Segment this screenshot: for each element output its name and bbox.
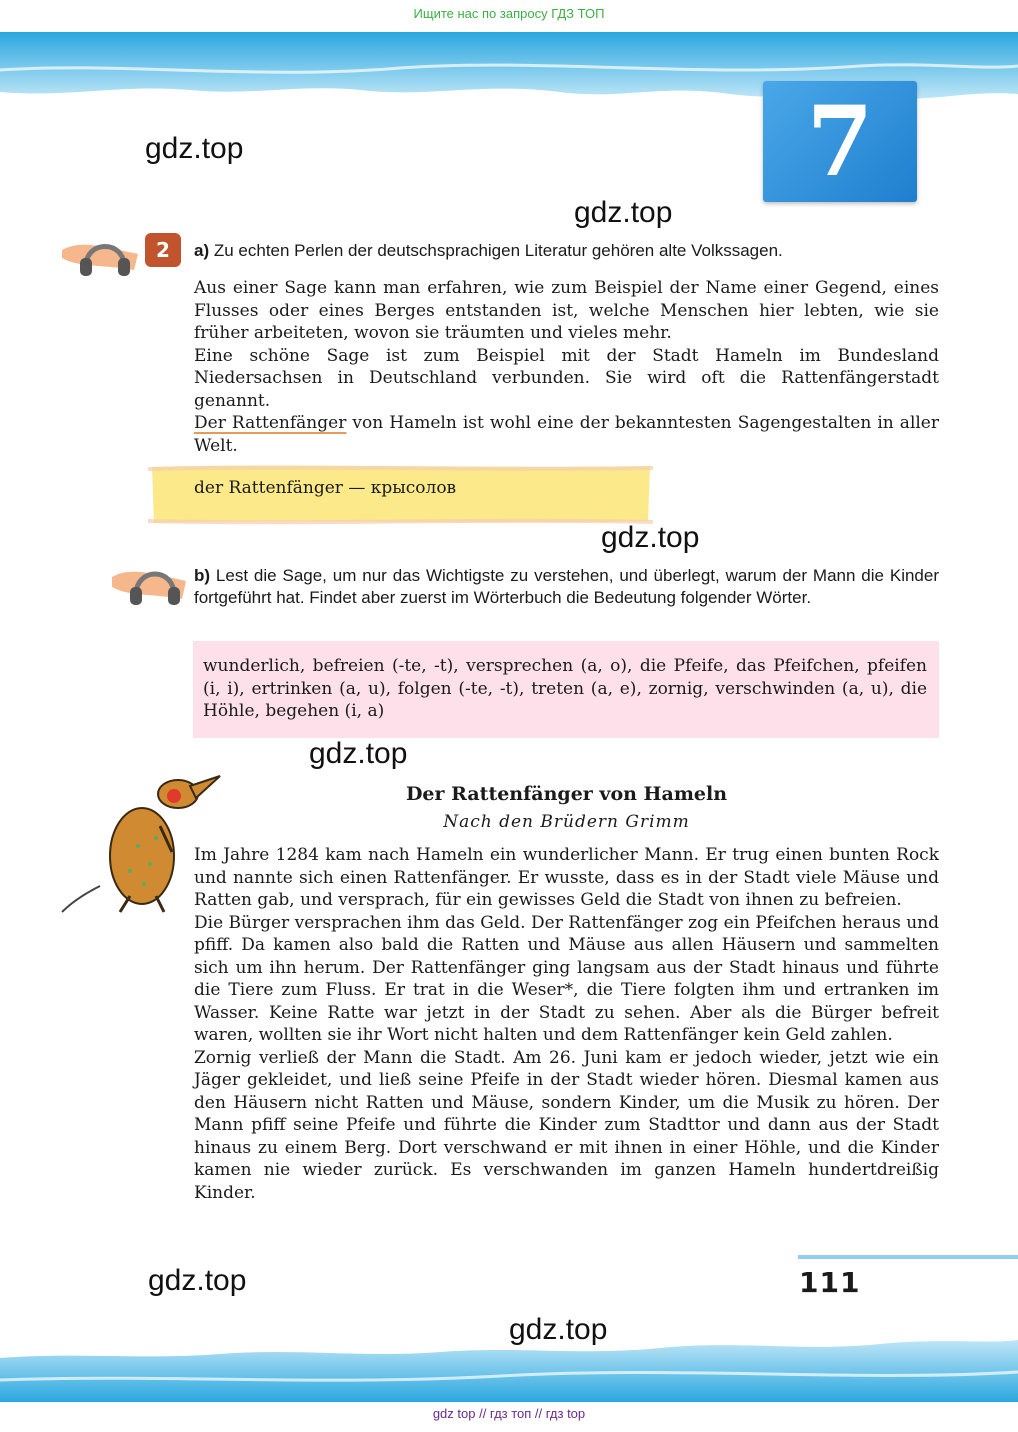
story-subtitle: Nach den Brüdern Grimm <box>443 812 690 832</box>
task-a-text: Zu echten Perlen der deutschsprachigen Literatur gehören alte Volkssagen. <box>209 241 783 260</box>
intro-text <box>194 277 939 457</box>
task-a <box>194 240 939 262</box>
watermark: gdz.top <box>574 196 673 229</box>
watermark: gdz.top <box>509 1313 608 1346</box>
watermark: gdz.top <box>145 132 244 165</box>
exercise-number-badge: 2 <box>145 233 181 267</box>
intro-paragraph-2: Eine schöne Sage ist zum Beispiel mit der Stadt Hameln im Bundesland Niedersachsen in Deutschland verbunden. Sie wird oft die Rattenfängerstadt genannt. <box>194 345 939 411</box>
intro-paragraph-3-rest: von Hameln ist wohl eine der bekanntesten Sagengestalten in aller Welt. <box>194 413 939 456</box>
bottom-decorative-band <box>0 1330 1018 1402</box>
watermark: gdz.top <box>601 521 700 554</box>
footer-links[interactable]: gdz top // гдз топ // гдз top <box>432 1406 586 1421</box>
story-paragraph-2: Die Bürger versprachen ihm das Geld. Der Rattenfänger zog ein Pfeifchen heraus und pfiff. Da kamen also bald die Ratten und Mäuse aus allen Häusern und sammelten sich um ihn herum. Der Rattenfänger ging langsam aus der Stadt hinaus und führte die Tiere zum Fluss. Er trat in die Weser*, die Tiere folgten ihm und ertranken im Wasser. Keine Ratte war jetzt in der Stadt zu sehen. Aber als die Bürger befreit waren, wollten sie ihr Wort nicht halten und dem Rattenfänger kein Geld zahlen. <box>194 912 939 1045</box>
story-paragraph-3: Zornig verließ der Mann die Stadt. Am 26. Juni kam er jedoch wieder, jetzt wie ein Jäger gekleidet, und ließ seine Pfeife in der Stadt wieder hören. Diesmal kamen aus den Häusern nicht Ratten und Mäuse, sondern Kinder, um die Musik zu hören. Der Mann pfiff seine Pfeife und führte die Kinder zum Stadttor und dann aus der Stadt hinaus zu einem Berg. Dort verschwand er mit ihnen in einer Höhle, und die Kinder kamen nie wieder zurück. Es verschwanden im ganzen Hameln hundertdreißig Kinder. <box>194 1047 939 1203</box>
story-text <box>194 844 939 1204</box>
headphones-icon <box>110 555 188 607</box>
chapter-number-box <box>763 81 917 202</box>
watermark: gdz.top <box>148 1264 247 1297</box>
rattenfaenger-term: Der Rattenfänger <box>194 413 347 433</box>
headphones-icon <box>60 228 140 278</box>
task-b-label: b) <box>194 566 211 585</box>
intro-paragraph-1: Aus einer Sage kann man erfahren, wie zum Beispiel der Name einer Gegend, eines Flusses oder eines Berges entstanden ist, welche Menschen hier lebten, wie sie früher arbeiteten, wovon sie träumten und vieles mehr. <box>194 278 939 343</box>
story-paragraph-1: Im Jahre 1284 kam nach Hameln ein wunderlicher Mann. Er trug einen bunten Rock und nannte sich einen Rattenfänger. Er wusste, dass es in der Stadt viele Mäuse und Ratten gab, und versprach, für ein gewisses Geld die Stadt von ihnen zu befreien. <box>194 845 939 910</box>
intro-paragraph-3 <box>194 412 939 457</box>
page-number: 111 <box>799 1266 861 1299</box>
page-number-rule <box>798 1255 1018 1259</box>
task-a-label: a) <box>194 241 210 260</box>
word-list: wunderlich, befreien (-te, -t), versprechen (a, o), die Pfeife, das Pfeifchen, pfeifen (i, i), ertrinken (a, u), folgen (-te, -t), treten (a, e), zornig, verschwinden (a, u), die Höhle, begehen (i, a) <box>203 656 927 722</box>
watermark: gdz.top <box>309 737 408 770</box>
task-b <box>194 565 939 609</box>
vocabulary-note: der Rattenfänger — крысолов <box>194 478 457 498</box>
story-title: Der Rattenfänger von Hameln <box>405 783 728 805</box>
header-note[interactable]: Ищите нас по запросу ГДЗ ТОП <box>413 6 605 21</box>
task-b-text: Lest die Sage, um nur das Wichtigste zu verstehen, und überlegt, warum der Mann die Kinder fortgeführt hat. Findet aber zuerst im Wörterbuch die Bedeutung folgender Wörter. <box>194 566 939 607</box>
chapter-number: 7 <box>806 85 874 198</box>
